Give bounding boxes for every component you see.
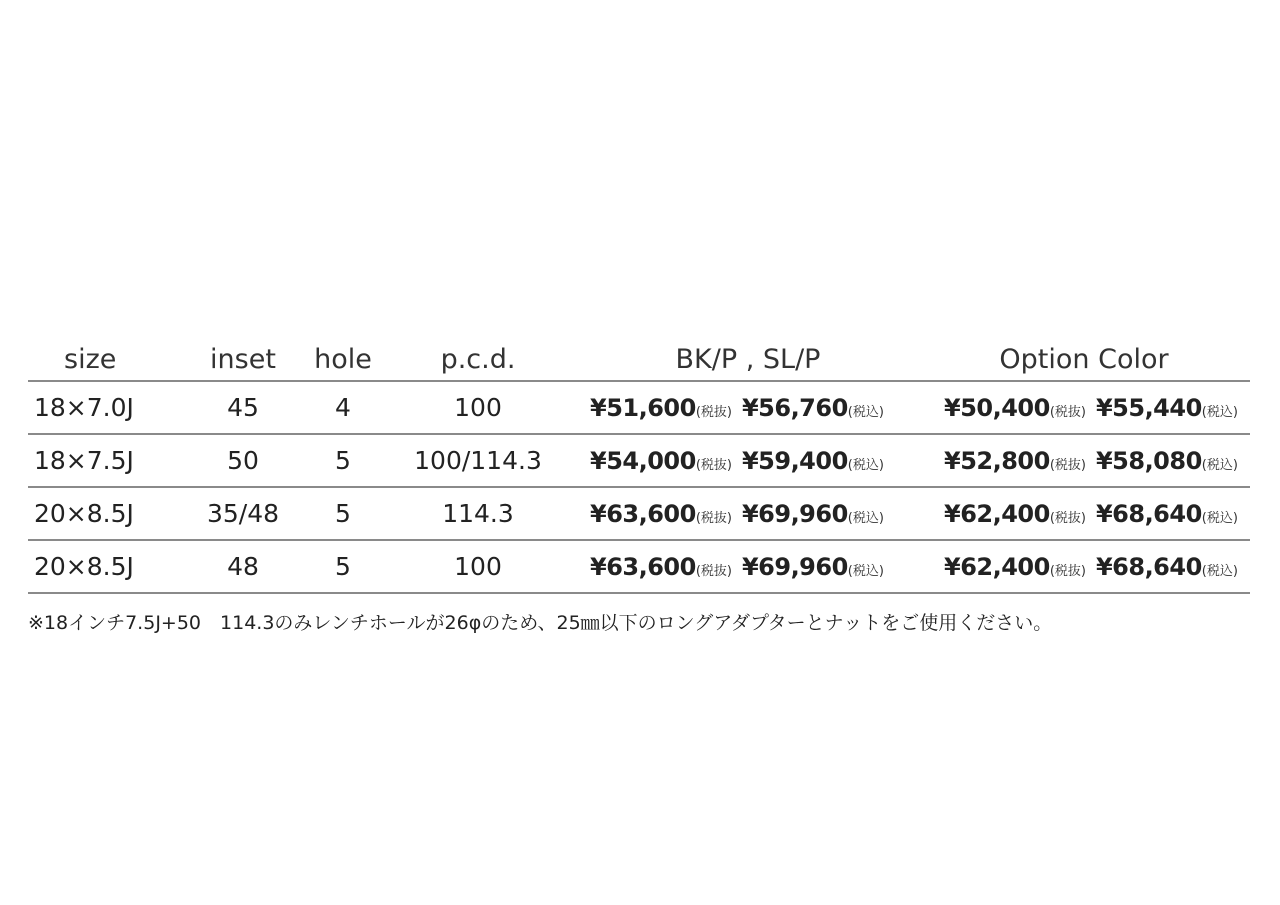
table-row — [28, 540, 1250, 593]
tax-excluded-tag: (税抜) — [1049, 405, 1086, 420]
cell-inset: 35/48 — [178, 487, 308, 540]
price-tax-included: ¥69,960 — [741, 553, 848, 581]
price-tax-included: ¥56,760 — [741, 394, 848, 422]
cell-hole: 5 — [308, 487, 378, 540]
tax-excluded-tag: (税抜) — [695, 511, 732, 526]
cell-hole: 5 — [308, 540, 378, 593]
price-tax-excluded: ¥54,000 — [590, 447, 696, 475]
wheel-spec-table — [28, 338, 1250, 594]
price-tax-excluded: ¥63,600 — [590, 500, 696, 528]
cell-pcd: 100/114.3 — [378, 434, 578, 487]
header-inset: inset — [178, 338, 308, 381]
header-size: size — [28, 338, 178, 381]
tax-excluded-tag: (税抜) — [1049, 511, 1086, 526]
header-bkp-slp: BK/P , SL/P — [578, 338, 918, 381]
cell-size: 18×7.5J — [28, 434, 178, 487]
table-header-row — [28, 338, 1250, 381]
cell-hole: 4 — [308, 381, 378, 434]
cell-hole: 5 — [308, 434, 378, 487]
header-option-color: Option Color — [918, 338, 1250, 381]
cell-option-price — [918, 434, 1250, 487]
tax-included-tag: (税込) — [847, 511, 884, 526]
table-row — [28, 434, 1250, 487]
table-row — [28, 381, 1250, 434]
price-tax-included: ¥58,080 — [1095, 447, 1202, 475]
tax-included-tag: (税込) — [1201, 458, 1238, 473]
cell-option-price — [918, 381, 1250, 434]
cell-size: 20×8.5J — [28, 540, 178, 593]
cell-pcd: 100 — [378, 540, 578, 593]
cell-bkp-price — [578, 487, 918, 540]
header-pcd: p.c.d. — [378, 338, 578, 381]
price-tax-included: ¥69,960 — [741, 500, 848, 528]
cell-size: 20×8.5J — [28, 487, 178, 540]
tax-excluded-tag: (税抜) — [695, 458, 732, 473]
cell-inset: 45 — [178, 381, 308, 434]
cell-inset: 50 — [178, 434, 308, 487]
tax-excluded-tag: (税抜) — [1049, 458, 1086, 473]
cell-inset: 48 — [178, 540, 308, 593]
price-tax-included: ¥68,640 — [1095, 553, 1202, 581]
cell-pcd: 100 — [378, 381, 578, 434]
tax-included-tag: (税込) — [1201, 405, 1238, 420]
price-tax-included: ¥55,440 — [1095, 394, 1202, 422]
footnote: ※18インチ7.5J+50 114.3のみレンチホールが26φのため、25㎜以下のロングアダプターとナットをご使用ください。 — [28, 612, 1053, 634]
cell-pcd: 114.3 — [378, 487, 578, 540]
tax-included-tag: (税込) — [847, 405, 884, 420]
price-tax-excluded: ¥50,400 — [944, 394, 1050, 422]
price-tax-included: ¥59,400 — [741, 447, 848, 475]
price-tax-excluded: ¥51,600 — [590, 394, 696, 422]
tax-excluded-tag: (税抜) — [1049, 564, 1086, 579]
price-tax-excluded: ¥52,800 — [944, 447, 1050, 475]
tax-included-tag: (税込) — [847, 458, 884, 473]
price-tax-included: ¥68,640 — [1095, 500, 1202, 528]
price-tax-excluded: ¥62,400 — [944, 500, 1050, 528]
header-hole: hole — [308, 338, 378, 381]
tax-included-tag: (税込) — [1201, 564, 1238, 579]
cell-bkp-price — [578, 381, 918, 434]
tax-included-tag: (税込) — [847, 564, 884, 579]
tax-excluded-tag: (税抜) — [695, 564, 732, 579]
cell-size: 18×7.0J — [28, 381, 178, 434]
table-row — [28, 487, 1250, 540]
price-tax-excluded: ¥62,400 — [944, 553, 1050, 581]
tax-included-tag: (税込) — [1201, 511, 1238, 526]
cell-option-price — [918, 540, 1250, 593]
cell-option-price — [918, 487, 1250, 540]
price-tax-excluded: ¥63,600 — [590, 553, 696, 581]
tax-excluded-tag: (税抜) — [695, 405, 732, 420]
cell-bkp-price — [578, 434, 918, 487]
cell-bkp-price — [578, 540, 918, 593]
